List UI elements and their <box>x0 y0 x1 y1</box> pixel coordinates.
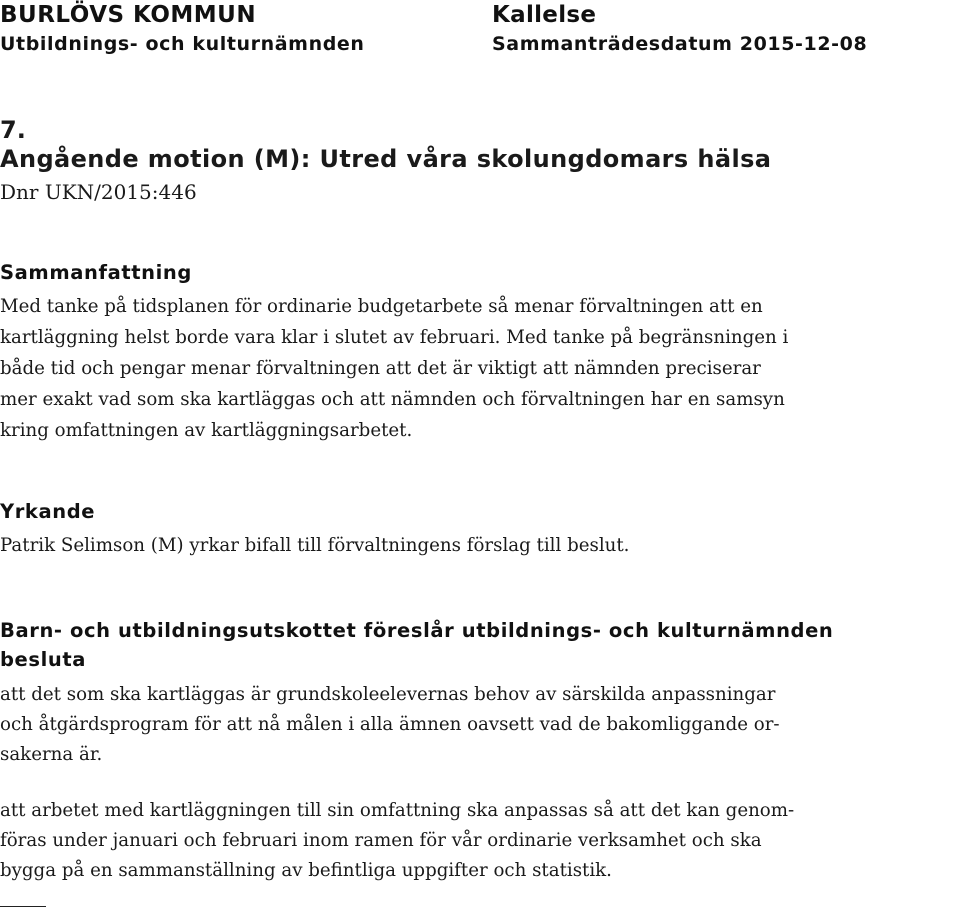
item-number: 7. <box>0 116 26 144</box>
proposal-paragraph-1-line: och åtgärdsprogram för att nå målen i alla ämnen oavsett vad de bakomliggande or- <box>0 714 780 735</box>
committee-name: Utbildnings- och kulturnämnden <box>0 33 365 55</box>
organization-name: BURLÖVS KOMMUN <box>0 2 257 28</box>
proposal-paragraph-1-line: sakerna är. <box>0 744 103 765</box>
proposal-paragraph-2-line: föras under januari och februari inom ramen för vår ordinarie verksamhet och ska <box>0 830 762 851</box>
summary-line: både tid och pengar menar förvaltningen att det är viktigt att nämnden preciserar <box>0 358 761 379</box>
proposal-paragraph-2-line: bygga på en sammanställning av befintliga uppgifter och statistik. <box>0 860 612 881</box>
summary-line: Med tanke på tidsplanen för ordinarie budgetarbete så menar förvaltningen att en <box>0 296 763 317</box>
summary-heading: Sammanfattning <box>0 261 192 284</box>
document-type: Kallelse <box>492 2 597 28</box>
proposal-paragraph-2-line: att arbetet med kartläggningen till sin omfattning ska anpassas så att det kan genom- <box>0 800 795 821</box>
summary-line: kring omfattningen av kartläggningsarbetet. <box>0 420 413 441</box>
motion-line: Patrik Selimson (M) yrkar bifall till förvaltningens förslag till beslut. <box>0 535 630 556</box>
end-rule <box>0 906 46 907</box>
summary-line: mer exakt vad som ska kartläggas och att nämnden och förvaltningen har en samsyn <box>0 389 785 410</box>
motion-heading: Yrkande <box>0 500 96 523</box>
item-dnr: Dnr UKN/2015:446 <box>0 180 197 204</box>
meeting-date: Sammanträdesdatum 2015-12-08 <box>492 33 868 55</box>
item-title: Angående motion (M): Utred våra skolungdomars hälsa <box>0 145 772 173</box>
proposal-paragraph-1-line: att det som ska kartläggas är grundskoleelevernas behov av särskilda anpassningar <box>0 684 776 705</box>
proposal-heading: Barn- och utbildningsutskottet föreslår utbildnings- och kulturnämnden <box>0 619 834 642</box>
proposal-heading: besluta <box>0 648 87 671</box>
summary-line: kartläggning helst borde vara klar i slutet av februari. Med tanke på begränsningen i <box>0 327 789 348</box>
